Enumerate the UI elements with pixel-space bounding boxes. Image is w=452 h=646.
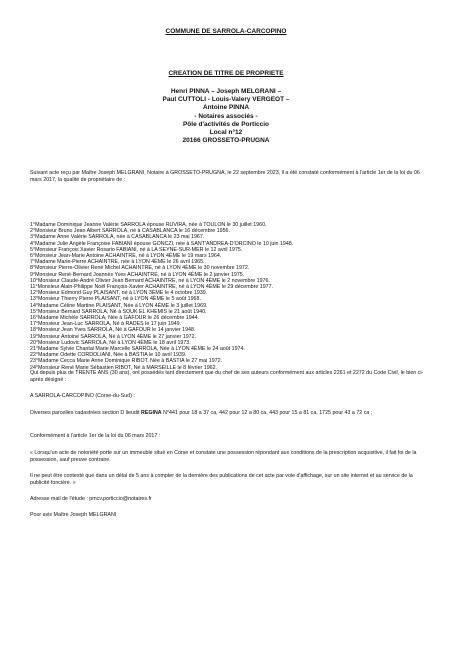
owner-item: 1°Madame Dominique Jeanne Valérie SARROLA épouse RUVIRA, née à TOULON le 30 juillet 1960. (30, 222, 267, 228)
owner-item: 17°Monsieur Jean-Luc SARROLA, Né à RADES le 17 juin 1949. (30, 321, 182, 328)
owner-item: 14°Madame Céline Martine PLAISANT, Née à LYON 4ÈME le 3 juillet 1969. (30, 302, 208, 309)
notary-header (30, 88, 422, 145)
location-text: A SARROLA-CARCOPINO (Corse-du-Sud) : (30, 393, 135, 399)
owner-item: 16°Madame Michèle SARROLA, Née à GAFOUR le 26 décembre 1944. (30, 315, 200, 322)
owner-item: 12°Monsieur Edmond Guy PLAISANT, né à LYON 3ÈME le 4 octobre 1939. (30, 290, 208, 297)
intro-text: Suivant acte reçu par Maître Joseph MELGRANI, Notaire à GROSSETO-PRUGNA, le 22 septembre 2023, il a été constaté conformément à l'article 1er de la loi du 06 mars 2017, la qualité de propriétaire de : (30, 170, 420, 183)
conformement-text: Conformément à l'article 1er de la loi du 06 mars 2017 : (30, 433, 161, 439)
intro-paragraph (30, 170, 428, 183)
quote-text: « Lorsqu'un acte de notoriété porte sur un immeuble situé en Corse et constate une possession répondant aux conditions de la prescription acquisitive, il fait foi de la possession, sauf preuve contraire. (30, 450, 417, 463)
owner-item: 8°Monsieur Pierre-Olivier René Michel ACHAINTRE, né à LYON 4ÈME le 30 novembre 1972. (30, 265, 250, 272)
signature-text: Pour avis Maître Joseph MELGRANI (30, 512, 117, 518)
owner-item: 3°Madame Anne Valérie SARROLA, née à CASABLANCA le 23 mai 1967. (30, 234, 205, 241)
parcels-lieudit: REGINA (141, 410, 162, 416)
contest-paragraph (30, 473, 428, 486)
document-title: COMMUNE DE SARROLA-CARCOPINO (165, 28, 287, 35)
owner-item: 21°Madame Sylvie Chantal Marie Marcelle SARROLA, Née à LYON 4ÈME le 24 août 1974. (30, 346, 245, 353)
header-line: Antoine PINNA (202, 104, 250, 112)
header-line: Local n°12 (209, 129, 243, 137)
owner-item: 6°Monsieur Jean-Marie Antoine ACHAINTRE, né à LYON 4ÈME le 19 mars 1964. (30, 253, 222, 260)
owner-item: 19°Monsieur Antoine SARROLA, Né à LYON 4ÈME le 27 janvier 1972. (30, 333, 197, 340)
owner-item: 20°Monsieur Ludovic SARROLA, Né à LYON 4ÈME le 18 avril 1973. (30, 339, 191, 346)
contest-text: Il ne peut être contesté que dans un délai de 5 ans à compter de la dernière des publications de cet acte par voie d'affichage, sur un site internet et au service de la publicité foncière. » (30, 473, 413, 486)
owners-list (30, 222, 428, 371)
quote-paragraph (30, 450, 428, 463)
parcels-paragraph (30, 410, 428, 417)
header-line: Pôle d'activités de Porticcio (182, 120, 270, 128)
parcels-prefix: Diverses parcelles cadastrées section D lieudit (30, 410, 141, 416)
parcels-rest: N°441 pour 18 a 37 ca, 442 pour 12 a 80 ca, 443 pour 15 a 81 ca, 1725 pour 43 a 72 ca ; (161, 410, 373, 416)
email-text: Adresse mail de l'étude : pmcv.porticcio@notaires.fr (30, 496, 152, 502)
header-line: Paul CUTTOLI - Louis-Valery VERGEOT – (162, 96, 290, 104)
owner-item: 13°Monsieur Thierry Pierre PLAISANT, né à LYON 4ÈME le 5 août 1968. (30, 296, 201, 303)
possession-paragraph (30, 370, 428, 383)
signature-paragraph (30, 512, 428, 519)
owner-item: 9°Monsieur René-Bernard Joannès Yves ACHAINTRE, né à LYON 4ÈME le 2 janvier 1975. (30, 271, 245, 278)
owner-item: 2°Monsieur Bruno Jean Albert SARROLA, né à CASABLANCA le 16 décembre 1956. (30, 228, 230, 235)
header-line: - Notaires associés - (194, 112, 258, 120)
header-line: 20166 GROSSETO-PRUGNA (182, 137, 270, 145)
header-line: Henri PINNA – Joseph MELGRANI – (170, 88, 282, 95)
owner-item: 10°Monsieur Claude-André Olivier Jean Bernard ACHAINTRE, né à LYON 4ÈME le 2 novembre 1976. (30, 277, 270, 284)
parcels-text (30, 410, 428, 417)
owner-item: 7°Madame Marie-Pierre ACHAINTRE, née à LYON 4ÈME le 26 avril 1965. (30, 259, 205, 266)
owner-item: 22°Madame Odette CORDOLIANI, Née à BASTIA le 10 avril 1939. (30, 352, 187, 359)
email-paragraph (30, 496, 428, 503)
owner-item: 11°Monsieur Alain-Philippe Noël François-Xavier ACHAINTRE, né à LYON 4ÈME le 29 décembre 1977. (30, 284, 274, 291)
owner-item: 18°Monsieur Jean Yves SARROLA, Né à GAFOUR le 14 janvier 1948. (30, 327, 196, 334)
possession-text: Qui depuis plus de TRENTE ANS (30 ans), ont possédés tant directement que du chef de ses auteurs conformément aux articles 2261 et 2272 du Code Civil, le bien ci-après désigné : (30, 370, 424, 383)
owner-item: 5°Monsieur François Xavier Rosario FABIANI, né à LA SEYNE-SUR-MER le 12 avril 1975. (30, 246, 243, 253)
owner-item: 23°Madame Cecca Marie Anne Dominique RIBOT, Née à BASTIA le 27 mai 1972. (30, 358, 223, 365)
owner-item: 15°Monsieur Bernard SARROLA, Né à SOUK EL KHEMIS le 21 août 1940. (30, 308, 207, 315)
conformement-paragraph (30, 433, 428, 440)
document-subtitle: CREATION DE TITRE DE PROPRIETE (168, 70, 284, 77)
owner-item: 4°Madame Julie Angèle Françoise FABIANI épouse GONCZI, née à SANT'ANDREA-D'ORCINO le 10 juin 1948. (30, 240, 294, 247)
owner-item: 24°Monsieur René Marie Sébastien RIBOT, Né à MARSEILLE le 8 février 1962. (30, 364, 218, 371)
location-paragraph (30, 393, 428, 400)
